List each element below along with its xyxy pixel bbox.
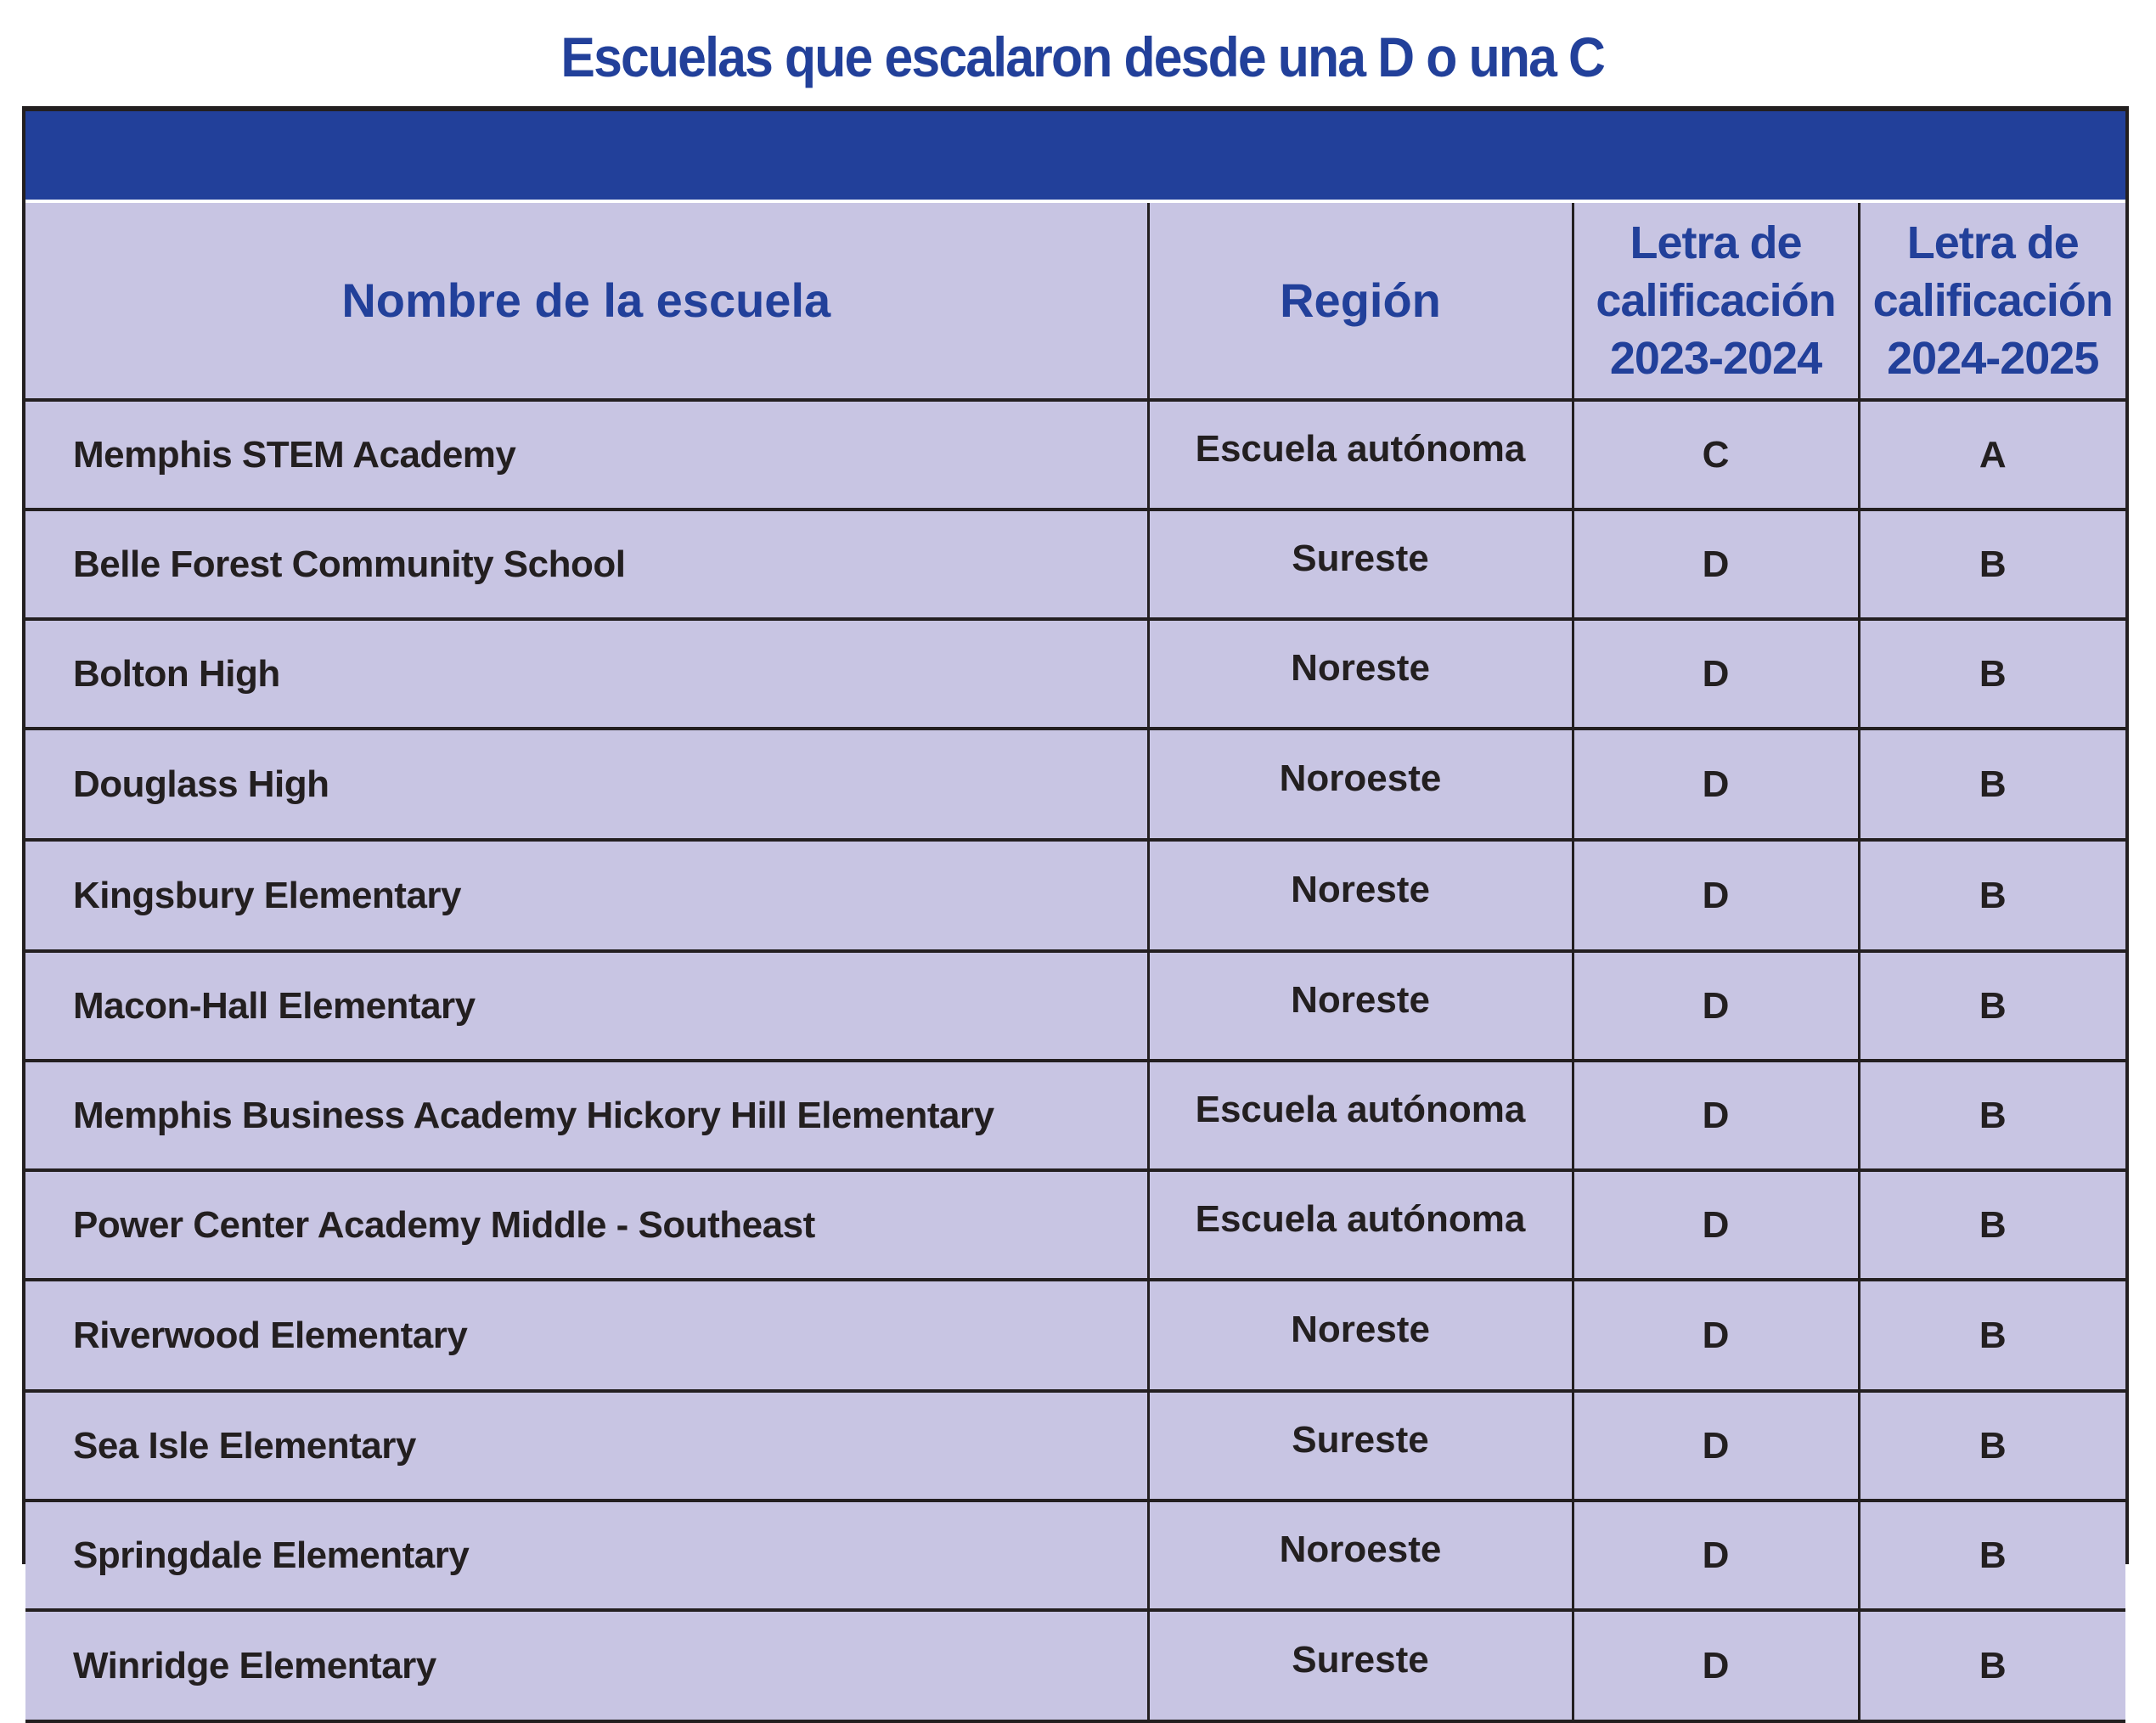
region-cell: Escuela autónoma	[1148, 400, 1573, 510]
header-line: Letra de	[1630, 217, 1802, 268]
region-cell: Noreste	[1148, 951, 1573, 1061]
region-cell: Escuela autónoma	[1148, 1170, 1573, 1280]
school-name-cell: Douglass High	[25, 729, 1148, 840]
header-school-name: Nombre de la escuela	[25, 203, 1148, 400]
grade-2024-2025-cell: B	[1859, 1391, 2125, 1501]
grade-2023-2024-cell: D	[1573, 951, 1859, 1061]
region-cell: Sureste	[1148, 1610, 1573, 1721]
school-name-cell: Kingsbury Elementary	[25, 840, 1148, 951]
region-cell: Sureste	[1148, 1391, 1573, 1501]
table-header-row	[25, 203, 2125, 400]
grade-2024-2025-cell: B	[1859, 1170, 2125, 1280]
header-line: calificación	[1596, 275, 1836, 326]
grade-2023-2024-cell: D	[1573, 1280, 1859, 1391]
school-name-cell: Riverwood Elementary	[25, 1280, 1148, 1391]
region-cell: Noroeste	[1148, 1501, 1573, 1610]
grade-2024-2025-cell: B	[1859, 840, 2125, 951]
region-cell: Noreste	[1148, 840, 1573, 951]
table-row	[25, 1170, 2125, 1280]
grade-2024-2025-cell: B	[1859, 1061, 2125, 1170]
page-title: Escuelas que escalaron desde una D o una C	[560, 25, 1605, 88]
table-row	[25, 1280, 2125, 1391]
header-region: Región	[1148, 203, 1573, 400]
table-row	[25, 619, 2125, 729]
grade-2023-2024-cell: D	[1573, 619, 1859, 729]
header-line: calificación	[1872, 275, 2113, 326]
school-name-cell: Winridge Elementary	[25, 1610, 1148, 1721]
table-row	[25, 1061, 2125, 1170]
region-cell: Noreste	[1148, 619, 1573, 729]
grade-2023-2024-cell: D	[1573, 1610, 1859, 1721]
grade-2024-2025-cell: B	[1859, 1501, 2125, 1610]
school-name-cell: Memphis Business Academy Hickory Hill Elementary	[25, 1061, 1148, 1170]
school-name-cell: Bolton High	[25, 619, 1148, 729]
grade-2024-2025-cell: B	[1859, 1280, 2125, 1391]
schools-table-container	[22, 106, 2129, 1686]
grade-2024-2025-cell: A	[1859, 400, 2125, 510]
table-row	[25, 400, 2125, 510]
header-line: 2023-2024	[1609, 333, 1822, 384]
grade-2023-2024-cell: D	[1573, 510, 1859, 619]
header-line: Letra de	[1906, 217, 2079, 268]
table-header-band	[25, 111, 2125, 203]
school-name-cell: Belle Forest Community School	[25, 510, 1148, 619]
grade-2024-2025-cell: B	[1859, 729, 2125, 840]
table-row	[25, 510, 2125, 619]
school-name-cell: Memphis STEM Academy	[25, 400, 1148, 510]
header-grade-2024-2025	[1859, 203, 2125, 400]
grade-2024-2025-cell: B	[1859, 510, 2125, 619]
school-name-cell: Sea Isle Elementary	[25, 1391, 1148, 1501]
header-grade-2023-2024	[1573, 203, 1859, 400]
grade-2023-2024-cell: D	[1573, 1061, 1859, 1170]
grade-2023-2024-cell: D	[1573, 1391, 1859, 1501]
table-row	[25, 729, 2125, 840]
grade-2023-2024-cell: D	[1573, 1501, 1859, 1610]
school-name-cell: Springdale Elementary	[25, 1501, 1148, 1610]
table-row	[25, 1610, 2125, 1721]
grade-2024-2025-cell: B	[1859, 619, 2125, 729]
schools-table	[25, 203, 2125, 1723]
grade-2023-2024-cell: D	[1573, 729, 1859, 840]
table-row	[25, 951, 2125, 1061]
header-line: 2024-2025	[1887, 333, 2099, 384]
school-name-cell: Power Center Academy Middle - Southeast	[25, 1170, 1148, 1280]
grade-2023-2024-cell: D	[1573, 840, 1859, 951]
region-cell: Noreste	[1148, 1280, 1573, 1391]
grade-2023-2024-cell: C	[1573, 400, 1859, 510]
school-name-cell: Macon-Hall Elementary	[25, 951, 1148, 1061]
table-row	[25, 840, 2125, 951]
grade-2023-2024-cell: D	[1573, 1170, 1859, 1280]
grade-2024-2025-cell: B	[1859, 951, 2125, 1061]
region-cell: Noroeste	[1148, 729, 1573, 840]
table-row	[25, 1391, 2125, 1501]
table-row	[25, 1501, 2125, 1610]
grade-2024-2025-cell: B	[1859, 1610, 2125, 1721]
region-cell: Sureste	[1148, 510, 1573, 619]
region-cell: Escuela autónoma	[1148, 1061, 1573, 1170]
